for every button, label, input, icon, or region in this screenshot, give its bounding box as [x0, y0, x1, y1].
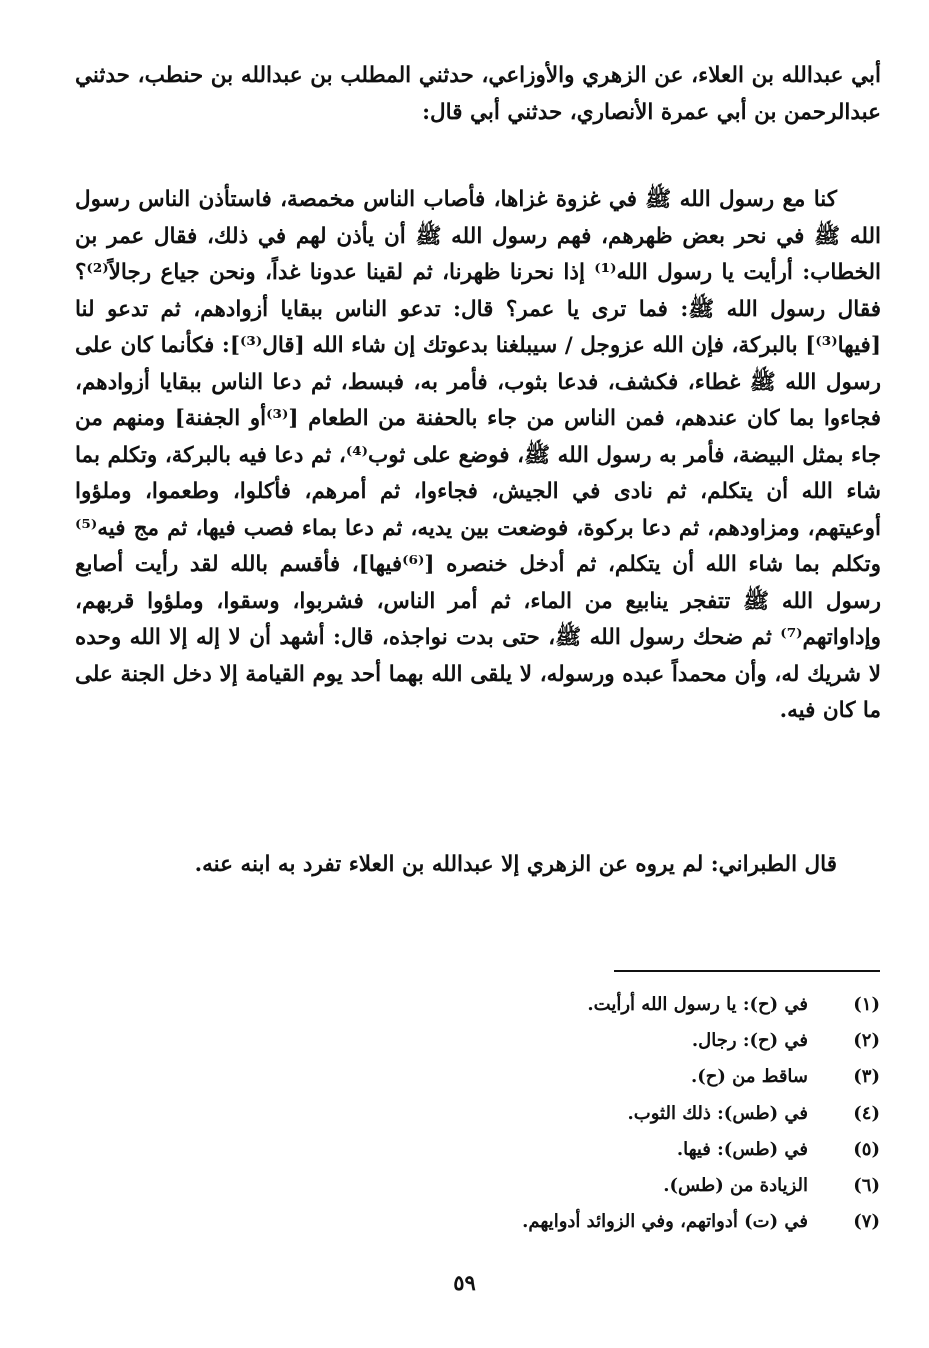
footnote-text: الزيادة من (طس).: [663, 1174, 808, 1196]
footnote-number: (٦): [853, 1174, 880, 1196]
footnote-number: (٥): [853, 1138, 880, 1160]
footnote-item: [300, 1066, 880, 1102]
footnote-text: في (ح): يا رسول الله أرأيت.: [587, 994, 808, 1015]
tabarani-note: قال الطبراني: لم يروه عن الزهري إلا عبدالله بن العلاء تفرد به ابنه عنه.: [194, 852, 837, 877]
footnote-item: [300, 1030, 880, 1066]
footnote-text: في (ت) أدواتهم، وفي الزوائد أدوايهم.: [522, 1211, 808, 1233]
hadith-paragraph: كنا مع رسول الله ﷺ في غزوة غزاها، فأصاب الناس مخمصة، فاستأذن الناس رسول الله ﷺ في نحر بعض ظهرهم، فهم رسول الله ﷺ أن يأذن لهم في ذلك، فقال عمر بن الخطاب: أرأيت يا رسول الله⁽¹⁾ إذا نحرنا ظهرنا، ثم لقينا عدونا غداً، ونحن جياع رجالاً⁽²⁾؟ فقال رسول الله ﷺ: فما ترى يا عمر؟ قال: تدعو الناس ببقايا أزوادهم، ثم تدعو لنا [فيها⁽³⁾] بالبركة، فإن الله عزوجل / سيبلغنا بدعوتك إن شاء الله [قال⁽³⁾]: فكأنما كان على رسول الله ﷺ غطاء، فكشف، فدعا بثوب، فأمر به، فبسط، ثم دعا الناس ببقايا أزوادهم، فجاءوا بما كان عندهم، فمن الناس من جاء بالحفنة من الطعام [⁽³⁾أو الجفنة] ومنهم من جاء بمثل البيضة، فأمر به رسول الله ﷺ، فوضع على ثوب⁽⁴⁾، ثم دعا فيه بالبركة، وتكلم بما شاء الله أن يتكلم، ثم نادى في الجيش، فجاءوا، ثم أمرهم، فأكلوا، وطعموا، وملؤوا أوعيتهم، ومزاودهم، ثم دعا بركوة، فوضعت بين يديه، ثم دعا بماء فصب فيها، ثم مج فيه⁽⁵⁾ وتكلم بما شاء الله أن يتكلم، ثم أدخل خنصره [⁽⁶⁾فيها]، فأقسم بالله لقد رأيت أصابع رسول الله ﷺ تتفجر ينابيع من الماء، ثم أمر الناس، فشربوا، وسقوا، وملؤوا قربهم، وإداواتهم⁽⁷⁾ ثم ضحك رسول الله ﷺ، حتى بدت نواجذه، قال: أشهد أن لا إله إلا الله وحده لا شريك له، وأن محمداً عبده ورسوله، لا يلقى الله بهما أحد يوم القيامة إلا دخل الجنة على ما كان فيه.: [75, 187, 882, 723]
footnote-separator: [614, 970, 880, 972]
page-number: ٥٩: [453, 1270, 476, 1295]
footnote-text: ساقط من (ح).: [690, 1066, 808, 1088]
footnotes-list: [300, 994, 880, 1247]
isnad-paragraph: أبي عبدالله بن العلاء، عن الزهري والأوزاعي، حدثني المطلب بن عبدالله بن حنطب، حدثني عبدالرحمن بن أبي عمرة الأنصاري، حدثني أبي قال:: [75, 63, 881, 125]
footnote-item: [300, 994, 880, 1030]
footnote-number: (١): [853, 994, 880, 1015]
footnote-text: في (ح): رجال.: [691, 1030, 808, 1052]
footnote-item: [300, 1139, 880, 1175]
footnote-item: [300, 1175, 880, 1211]
footnote-number: (٢): [853, 1030, 880, 1052]
footnote-item: [300, 1103, 880, 1139]
footnote-number: (٤): [853, 1102, 880, 1124]
footnote-item: [300, 1211, 880, 1247]
footnote-number: (٧): [853, 1211, 880, 1233]
footnote-text: في (طس): فيها.: [676, 1138, 808, 1160]
footnote-text: في (طس): ذلك الثوب.: [627, 1102, 808, 1124]
footnote-number: (٣): [853, 1066, 880, 1088]
